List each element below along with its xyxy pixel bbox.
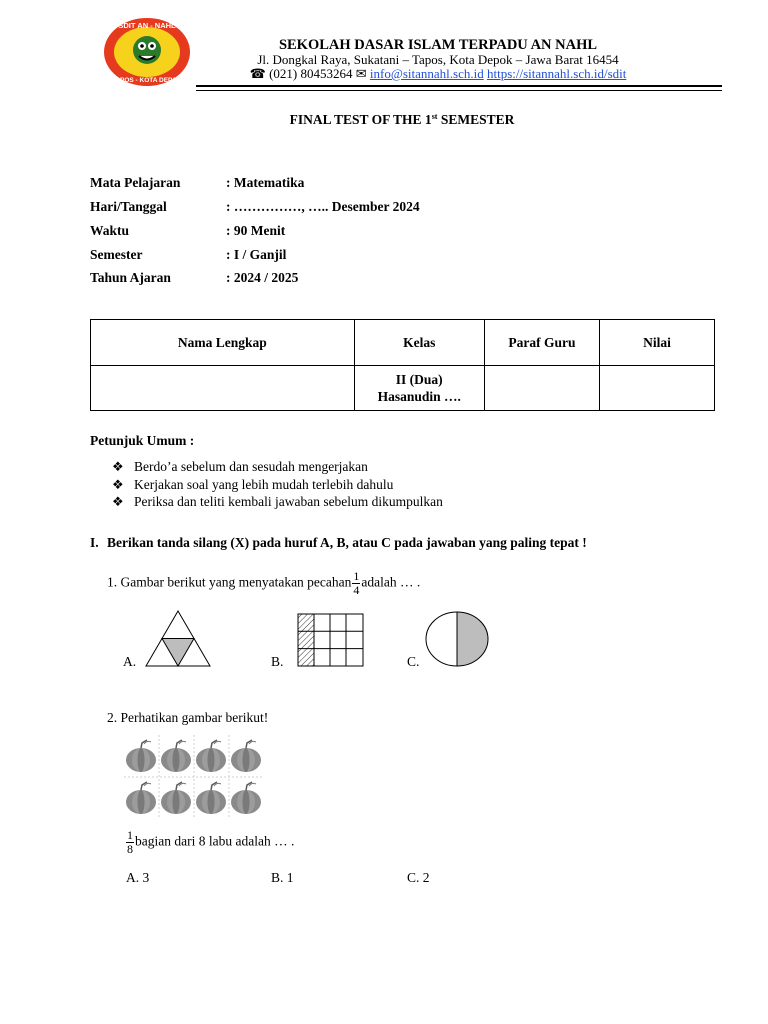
- q2-option-b[interactable]: B. 1: [271, 870, 294, 885]
- header-full-name: Nama Lengkap: [91, 320, 355, 366]
- instruction-item: ❖ Berdo’a sebelum dan sesudah mengerjakan: [112, 459, 368, 474]
- phone-icon: ☎: [249, 66, 266, 81]
- instruction-item: ❖ Kerjakan soal yang lebih mudah terlebih dahulu: [112, 477, 394, 492]
- diamond-bullet-icon: ❖: [112, 459, 124, 474]
- info-label-time: Waktu: [90, 223, 130, 238]
- student-table: [90, 319, 715, 411]
- question-text: Perhatikan gambar berikut!: [120, 710, 269, 725]
- info-value-subject: : Matematika: [226, 175, 305, 190]
- svg-text:TAPOS - KOTA DEPOK: TAPOS - KOTA DEPOK: [111, 77, 183, 84]
- class-cell: II (Dua) Hasanudin ….: [354, 366, 484, 411]
- instructions-title: Petunjuk Umum :: [90, 433, 195, 448]
- phone-number: (021) 80453264: [269, 66, 353, 81]
- diamond-bullet-icon: ❖: [112, 477, 124, 492]
- instruction-item: ❖ Periksa dan teliti kembali jawaban sebelum dikumpulkan: [112, 494, 443, 509]
- info-value-semester: : I / Ganjil: [226, 247, 287, 262]
- info-label-subject: Mata Pelajaran: [90, 175, 181, 190]
- question-text: Gambar berikut yang menyatakan pecahan: [120, 574, 352, 590]
- info-label-year: Tahun Ajaran: [90, 270, 171, 285]
- q1-option-b-label[interactable]: B.: [271, 654, 284, 669]
- svg-text:SDIT AN - NAHL: SDIT AN - NAHL: [118, 21, 176, 30]
- q1-option-a-label[interactable]: A.: [123, 654, 137, 669]
- mail-icon: ✉: [355, 66, 367, 81]
- question-number: 2.: [107, 710, 118, 725]
- school-logo: [102, 16, 192, 88]
- question-number: 1.: [107, 574, 118, 590]
- header-class: Kelas: [354, 320, 484, 366]
- question-2-prompt: $\frac{1}{8}$ bagian dari 8 labu adalah … .: [127, 828, 295, 856]
- info-value-time: : 90 Menit: [226, 223, 286, 238]
- header-score: Nilai: [599, 320, 714, 366]
- fraction-one-eighth: $\frac{1}{8}$: [127, 828, 133, 856]
- header-divider-thick: [196, 85, 722, 87]
- header-divider-thin: [196, 90, 722, 91]
- section-heading: I. Berikan tanda silang (X) pada huruf A, B, atau C pada jawaban yang paling tepat !: [90, 535, 587, 550]
- contact-line: [196, 66, 680, 82]
- score-cell[interactable]: [599, 366, 714, 411]
- q1-option-c-label[interactable]: C.: [407, 654, 420, 669]
- question-2: [107, 710, 268, 726]
- website-link[interactable]: https://sitannahl.sch.id/sdit: [486, 66, 627, 81]
- triangle-figure[interactable]: [145, 610, 211, 667]
- pumpkin-grid-figure: [124, 735, 264, 819]
- info-label-semester: Semester: [90, 247, 143, 262]
- email-link[interactable]: info@sitannahl.sch.id: [369, 66, 484, 81]
- circle-figure[interactable]: [425, 611, 489, 667]
- exam-title: FINAL TEST OF THE 1st SEMESTER: [289, 112, 515, 127]
- school-name: SEKOLAH DASAR ISLAM TERPADU AN NAHL: [278, 37, 598, 53]
- info-value-date: : ……………, ….. Desember 2024: [226, 199, 420, 214]
- header-teacher-signature: Paraf Guru: [484, 320, 599, 366]
- grid-figure[interactable]: [297, 613, 364, 667]
- info-value-year: : 2024 / 2025: [226, 270, 299, 285]
- fraction-one-quarter: $\frac{1}{4}$: [353, 569, 360, 597]
- q2-option-a[interactable]: A. 3: [126, 870, 150, 885]
- info-label-date: Hari/Tanggal: [90, 199, 167, 214]
- diamond-bullet-icon: ❖: [112, 494, 124, 509]
- signature-cell[interactable]: [484, 366, 599, 411]
- school-address: Jl. Dongkal Raya, Sukatani – Tapos, Kota Depok – Jawa Barat 16454: [257, 52, 619, 67]
- q2-option-c[interactable]: C. 2: [407, 870, 430, 885]
- name-cell[interactable]: [91, 366, 355, 411]
- question-1: 1. Gambar berikut yang menyatakan pecahan $\frac{1}{4}$ adalah … .: [107, 569, 421, 597]
